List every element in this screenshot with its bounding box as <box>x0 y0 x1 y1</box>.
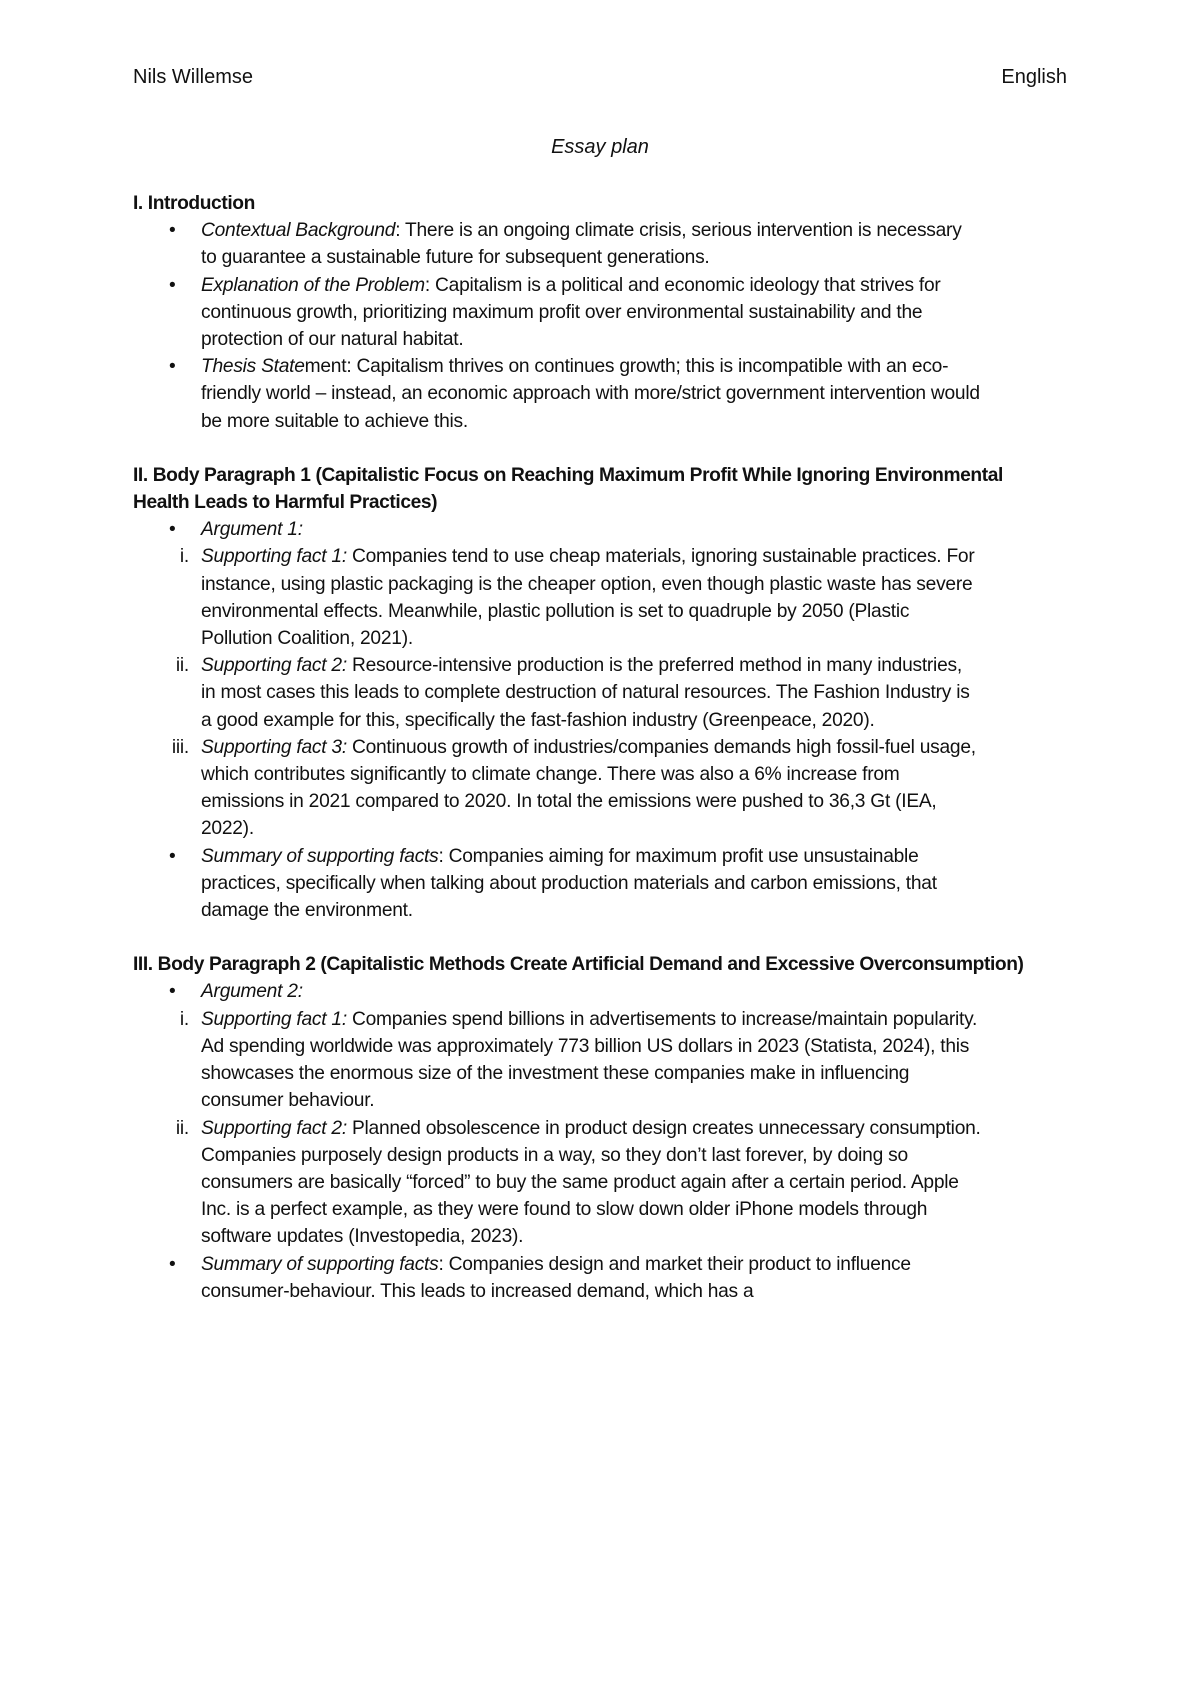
numbered-item <box>133 1115 981 1251</box>
item-text: ment: Capitalism thrives on continues growth; this is incompatible with an eco-friendly world – instead, an economic approach with more/strict government intervention would be more suitable to achieve this. <box>201 356 980 432</box>
section-heading: I. Introduction <box>133 193 255 214</box>
item-text: Resource-intensive production is the preferred method in many industries, in most cases this leads to complete destruction of natural resources. The Fashion Industry is a good example for this, specifically the fast-fashion industry (Greenpeace, 2020). <box>201 655 970 731</box>
item-text: : There is an ongoing climate crisis, serious intervention is necessary to guarantee a sustainable future for subsequent generations. <box>201 220 962 269</box>
item-label: Supporting fact 3: <box>201 736 347 758</box>
list-marker: • <box>169 981 176 1003</box>
bullet-item <box>133 978 981 1005</box>
item-label: Argument 1: <box>201 519 303 541</box>
list-marker: ii. <box>175 655 189 677</box>
list-marker: • <box>169 519 176 541</box>
item-text: : Capitalism is a political and economic ideology that strives for continuous growth, prioritizing maximum profit over environmental sustainability and the protection of our natural habitat. <box>201 274 941 351</box>
bullet-item <box>133 353 981 435</box>
author-name: Nils Willemse <box>133 66 253 88</box>
bullet-item <box>133 217 981 271</box>
item-label: Supporting fact 2: <box>201 1117 347 1139</box>
item-text: Continuous growth of industries/companies demands high fossil-fuel usage, which contributes significantly to climate change. There was also a 6% increase from emissions in 2021 compared to 2020. In total the emissions were pushed to 36,3 Gt (IEA, 2022). <box>201 736 976 840</box>
list-marker: • <box>169 220 176 242</box>
list-marker: • <box>169 1253 176 1275</box>
item-text: : Companies design and market their product to influence consumer-behaviour. This leads to increased demand, which has a <box>201 1253 911 1302</box>
list-marker: i. <box>179 1008 189 1030</box>
section <box>133 462 1068 924</box>
item-text: : Companies aiming for maximum profit use unsustainable practices, specifically when talking about production materials and carbon emissions, that damage the environment. <box>201 845 937 922</box>
bullet-item <box>133 843 981 925</box>
list-marker: • <box>169 274 176 296</box>
list-marker: iii. <box>171 736 189 758</box>
item-text: Planned obsolescence in product design creates unnecessary consumption. Companies purposely design products in a way, so they don’t last forever, by doing so consumers are basically “forced” to buy the same product again after a certain period. Apple Inc. is a perfect example, as they were found to slow down older iPhone models through software updates (Investopedia, 2023). <box>201 1117 981 1248</box>
list-marker: • <box>169 356 176 378</box>
item-text: Companies tend to use cheap materials, ignoring sustainable practices. For instance, using plastic packaging is the cheaper option, even though plastic waste has severe environmental effects. Meanwhile, plastic pollution is set to quadruple by 2050 (Plastic Pollution Coalition, 2021). <box>201 546 975 650</box>
numbered-item <box>133 734 981 843</box>
numbered-item <box>133 1006 981 1115</box>
item-label: Contextual Background <box>201 220 396 242</box>
item-label: Supporting fact 1: <box>201 1008 347 1030</box>
list-marker: i. <box>179 546 189 568</box>
list-marker: ii. <box>175 1117 189 1139</box>
item-label: Argument 2: <box>201 981 303 1003</box>
item-label: Supporting fact 1: <box>201 546 347 568</box>
item-label: Summary of supporting facts <box>201 845 439 867</box>
item-text: Companies spend billions in advertisements to increase/maintain popularity. Ad spending worldwide was approximately 773 billion US dollars in 2023 (Statista, 2024), this showcases the enormous size of the investment these companies make in influencing consumer behaviour. <box>201 1008 978 1112</box>
bullet-item <box>133 516 981 543</box>
essay-plan-body <box>133 190 1068 1332</box>
item-label: Supporting fact 2: <box>201 655 347 677</box>
bullet-item <box>133 272 981 354</box>
section-heading: II. Body Paragraph 1 (Capitalistic Focus on Reaching Maximum Profit While Ignoring Environmental Health Leads to Harmful Practices) <box>133 464 1003 514</box>
numbered-item <box>133 543 981 652</box>
subject: English <box>1001 66 1067 88</box>
numbered-item <box>133 652 981 734</box>
list-marker: • <box>169 845 176 867</box>
section <box>133 951 1068 1305</box>
document-title: Essay plan <box>551 136 649 158</box>
section-heading: III. Body Paragraph 2 (Capitalistic Methods Create Artificial Demand and Excessive Overconsumption) <box>133 954 1024 976</box>
item-label: Explanation of the Problem <box>201 274 425 296</box>
item-label: Thesis State <box>201 356 305 378</box>
item-label: Summary of supporting facts <box>201 1253 439 1275</box>
bullet-item <box>133 1251 981 1305</box>
section <box>133 190 1068 435</box>
